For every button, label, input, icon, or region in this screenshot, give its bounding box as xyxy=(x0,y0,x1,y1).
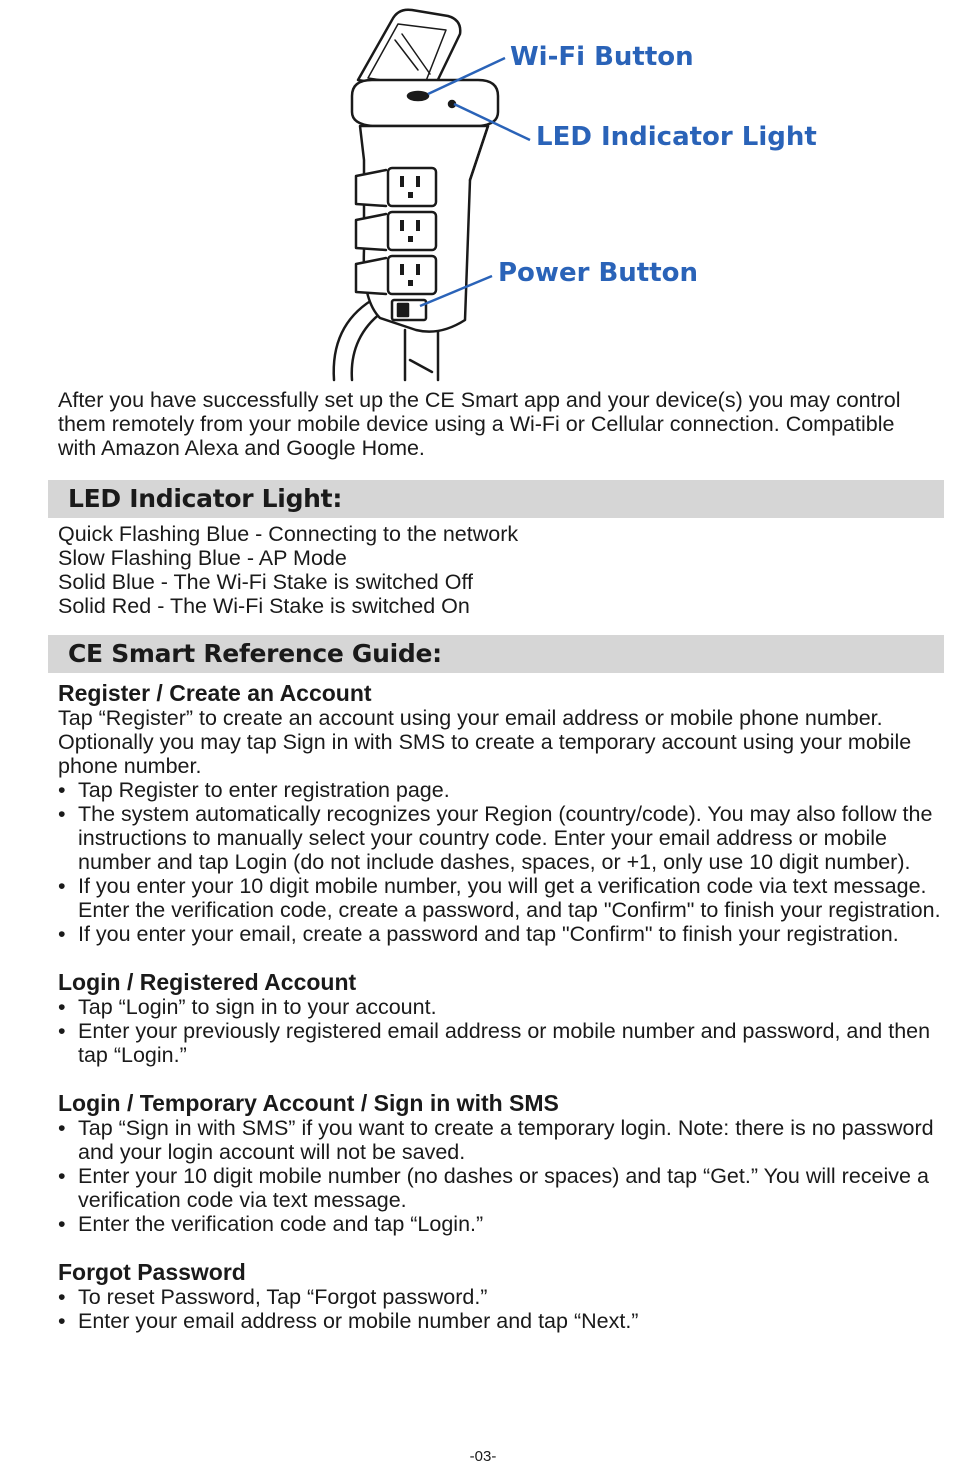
login-registered-title: Login / Registered Account xyxy=(58,969,357,995)
forgot-password-section xyxy=(58,1259,943,1333)
register-intro: Tap “Register” to create an account using your email address or mobile phone number. Optionally you may tap Sign in with SMS to create a temporary account using your mobile phone number. xyxy=(58,706,912,778)
led-status-list xyxy=(58,522,518,618)
page-number: -03- xyxy=(469,1448,497,1465)
register-title: Register / Create an Account xyxy=(58,680,372,706)
guide-section-banner xyxy=(48,635,944,673)
list-item: • If you enter your 10 digit mobile number, you will get a verification code via text message. Enter the verification code, create a password, and tap "Confirm" to finish your registration. xyxy=(58,874,943,922)
list-item: • To reset Password, Tap “Forgot password.” xyxy=(58,1285,943,1309)
list-item: • Enter your email address or mobile number and tap “Next.” xyxy=(58,1309,943,1333)
register-steps xyxy=(58,778,943,946)
list-item: • If you enter your email, create a password and tap "Confirm" to finish your registration. xyxy=(58,922,943,946)
register-section xyxy=(58,680,943,946)
login-registered-section xyxy=(58,969,943,1067)
forgot-password-steps xyxy=(58,1285,943,1333)
list-item: • Tap “Login” to sign in to your account. xyxy=(58,995,943,1019)
list-item: • Enter your previously registered email address or mobile number and password, and then tap “Login.” xyxy=(58,1019,943,1067)
list-item: • The system automatically recognizes your Region (country/code). You may also follow the instructions to manually select your country code. Enter your email address or mobile number and tap Login (do not include dashes, spaces, or +1, only use 10 digit number). xyxy=(58,802,943,874)
list-item: • Tap Register to enter registration page. xyxy=(58,778,943,802)
led-indicator-label: LED Indicator Light xyxy=(536,122,817,152)
login-temporary-steps xyxy=(58,1116,943,1236)
list-item: • Tap “Sign in with SMS” if you want to create a temporary login. Note: there is no password and your login account will not be saved. xyxy=(58,1116,943,1164)
guide-section-heading: CE Smart Reference Guide: xyxy=(68,639,442,668)
led-section-banner xyxy=(48,480,944,518)
led-status-item: Solid Red - The Wi-Fi Stake is switched On xyxy=(58,594,470,618)
reference-guide xyxy=(58,680,943,1356)
wifi-button-label: Wi-Fi Button xyxy=(510,42,694,72)
led-status-item: Quick Flashing Blue - Connecting to the network xyxy=(58,522,519,546)
intro-paragraph: After you have successfully set up the CE Smart app and your device(s) you may control them remotely from your mobile device using a Wi-Fi or Cellular connection. Compatible with Amazon Alexa and Google Home. xyxy=(58,388,901,460)
login-temporary-section xyxy=(58,1090,943,1236)
led-status-item: Slow Flashing Blue - AP Mode xyxy=(58,546,347,570)
led-section-heading: LED Indicator Light: xyxy=(68,484,343,513)
login-temporary-title: Login / Temporary Account / Sign in with SMS xyxy=(58,1090,559,1116)
led-status-item: Solid Blue - The Wi-Fi Stake is switched Off xyxy=(58,570,474,594)
forgot-password-title: Forgot Password xyxy=(58,1259,246,1285)
list-item: • Enter the verification code and tap “Login.” xyxy=(58,1212,943,1236)
device-illustration xyxy=(0,0,966,385)
power-button-label: Power Button xyxy=(498,258,699,288)
wifi-stake-drawing xyxy=(0,0,966,385)
login-registered-steps xyxy=(58,995,943,1067)
list-item: • Enter your 10 digit mobile number (no dashes or spaces) and tap “Get.” You will receive a verification code via text message. xyxy=(58,1164,943,1212)
